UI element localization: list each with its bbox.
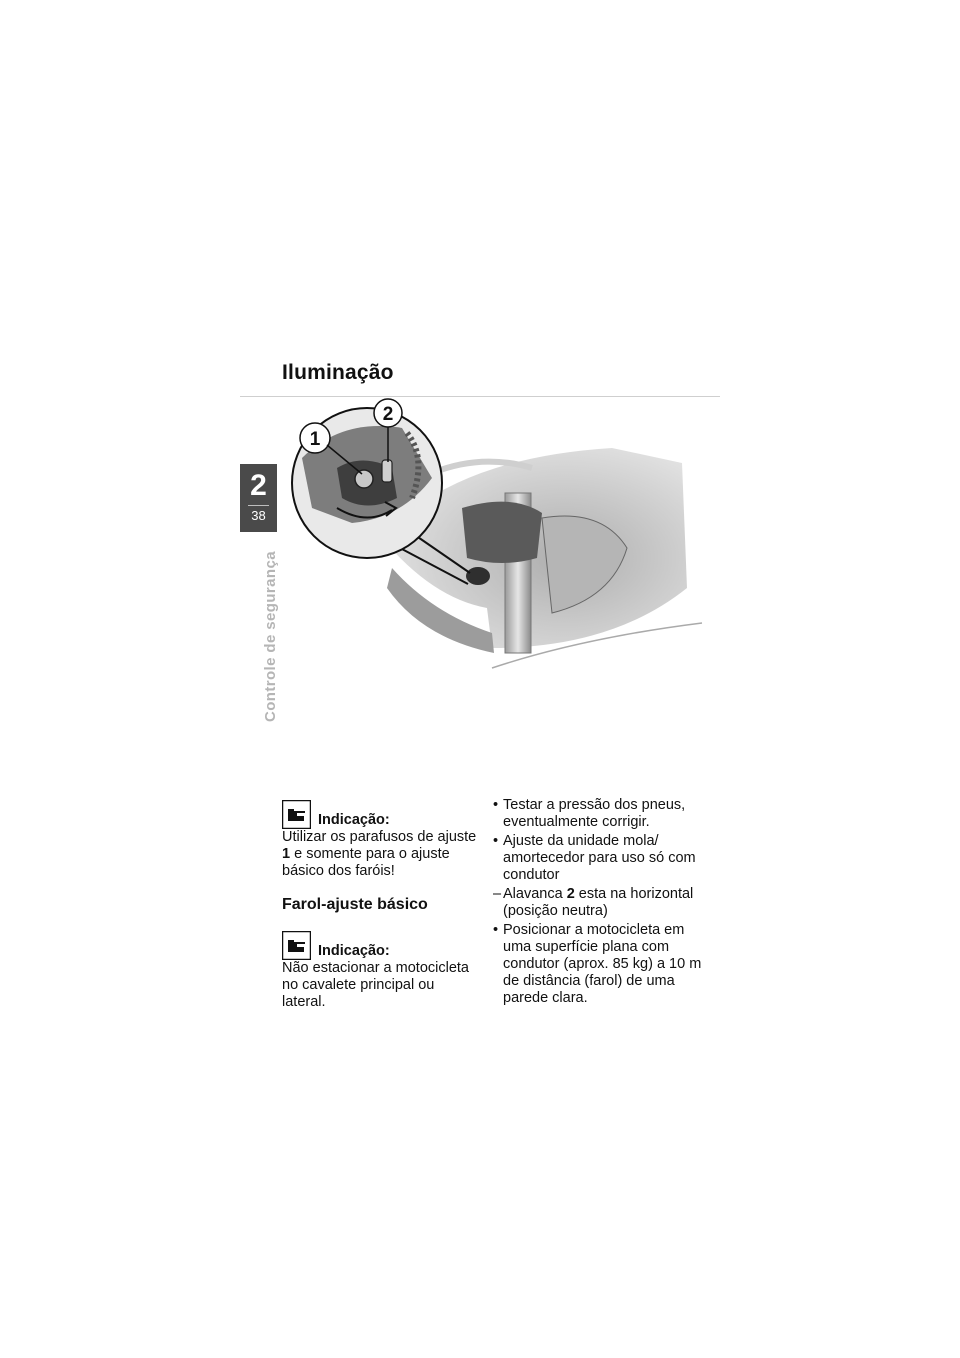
page-title: Iluminação	[282, 361, 394, 384]
list-item: • Testar a pressão dos pneus, eventualmente corrigir.	[493, 797, 686, 830]
list-item: • Posicionar a motocicleta em uma superfície plana com condutor (aprox. 85 kg) a 10 m de distância (farol) de uma parede clara.	[493, 922, 702, 1006]
svg-text:1: 1	[309, 429, 321, 450]
ref-1: 1	[282, 846, 291, 862]
list-item: • Ajuste da unidade mola/ amortecedor para uso só com condutor	[493, 833, 696, 883]
chapter-number: 2	[250, 469, 267, 502]
page-number: 38	[251, 508, 266, 523]
note-1-text: Utilizar os parafusos de ajuste 1 e somente para o ajuste básico dos faróis!	[282, 829, 477, 879]
chapter-divider	[248, 505, 269, 506]
note-1-label: Indicação:	[318, 812, 390, 828]
chapter-side-label: Controle de segurança	[262, 551, 279, 722]
hand-pointing-note-icon	[282, 800, 311, 829]
hand-pointing-note-icon	[282, 931, 311, 960]
svg-text:2: 2	[382, 404, 394, 425]
note-1-header	[282, 800, 480, 829]
note-2-text: Não estacionar a motocicleta no cavalete principal ou lateral.	[282, 960, 469, 1010]
headlamp-adjustment-illustration	[282, 398, 720, 670]
check-list	[493, 797, 703, 1007]
title-rule	[240, 396, 720, 397]
left-column	[282, 800, 480, 1011]
list-item: – Alavanca 2 esta na horizontal (posição neutra)	[493, 886, 694, 919]
note-2-label: Indicação:	[318, 943, 390, 959]
ref-2: 2	[566, 886, 575, 902]
section-heading: Farol-ajuste básico	[282, 896, 428, 913]
right-column	[493, 797, 703, 1009]
note-2-header	[282, 931, 480, 960]
